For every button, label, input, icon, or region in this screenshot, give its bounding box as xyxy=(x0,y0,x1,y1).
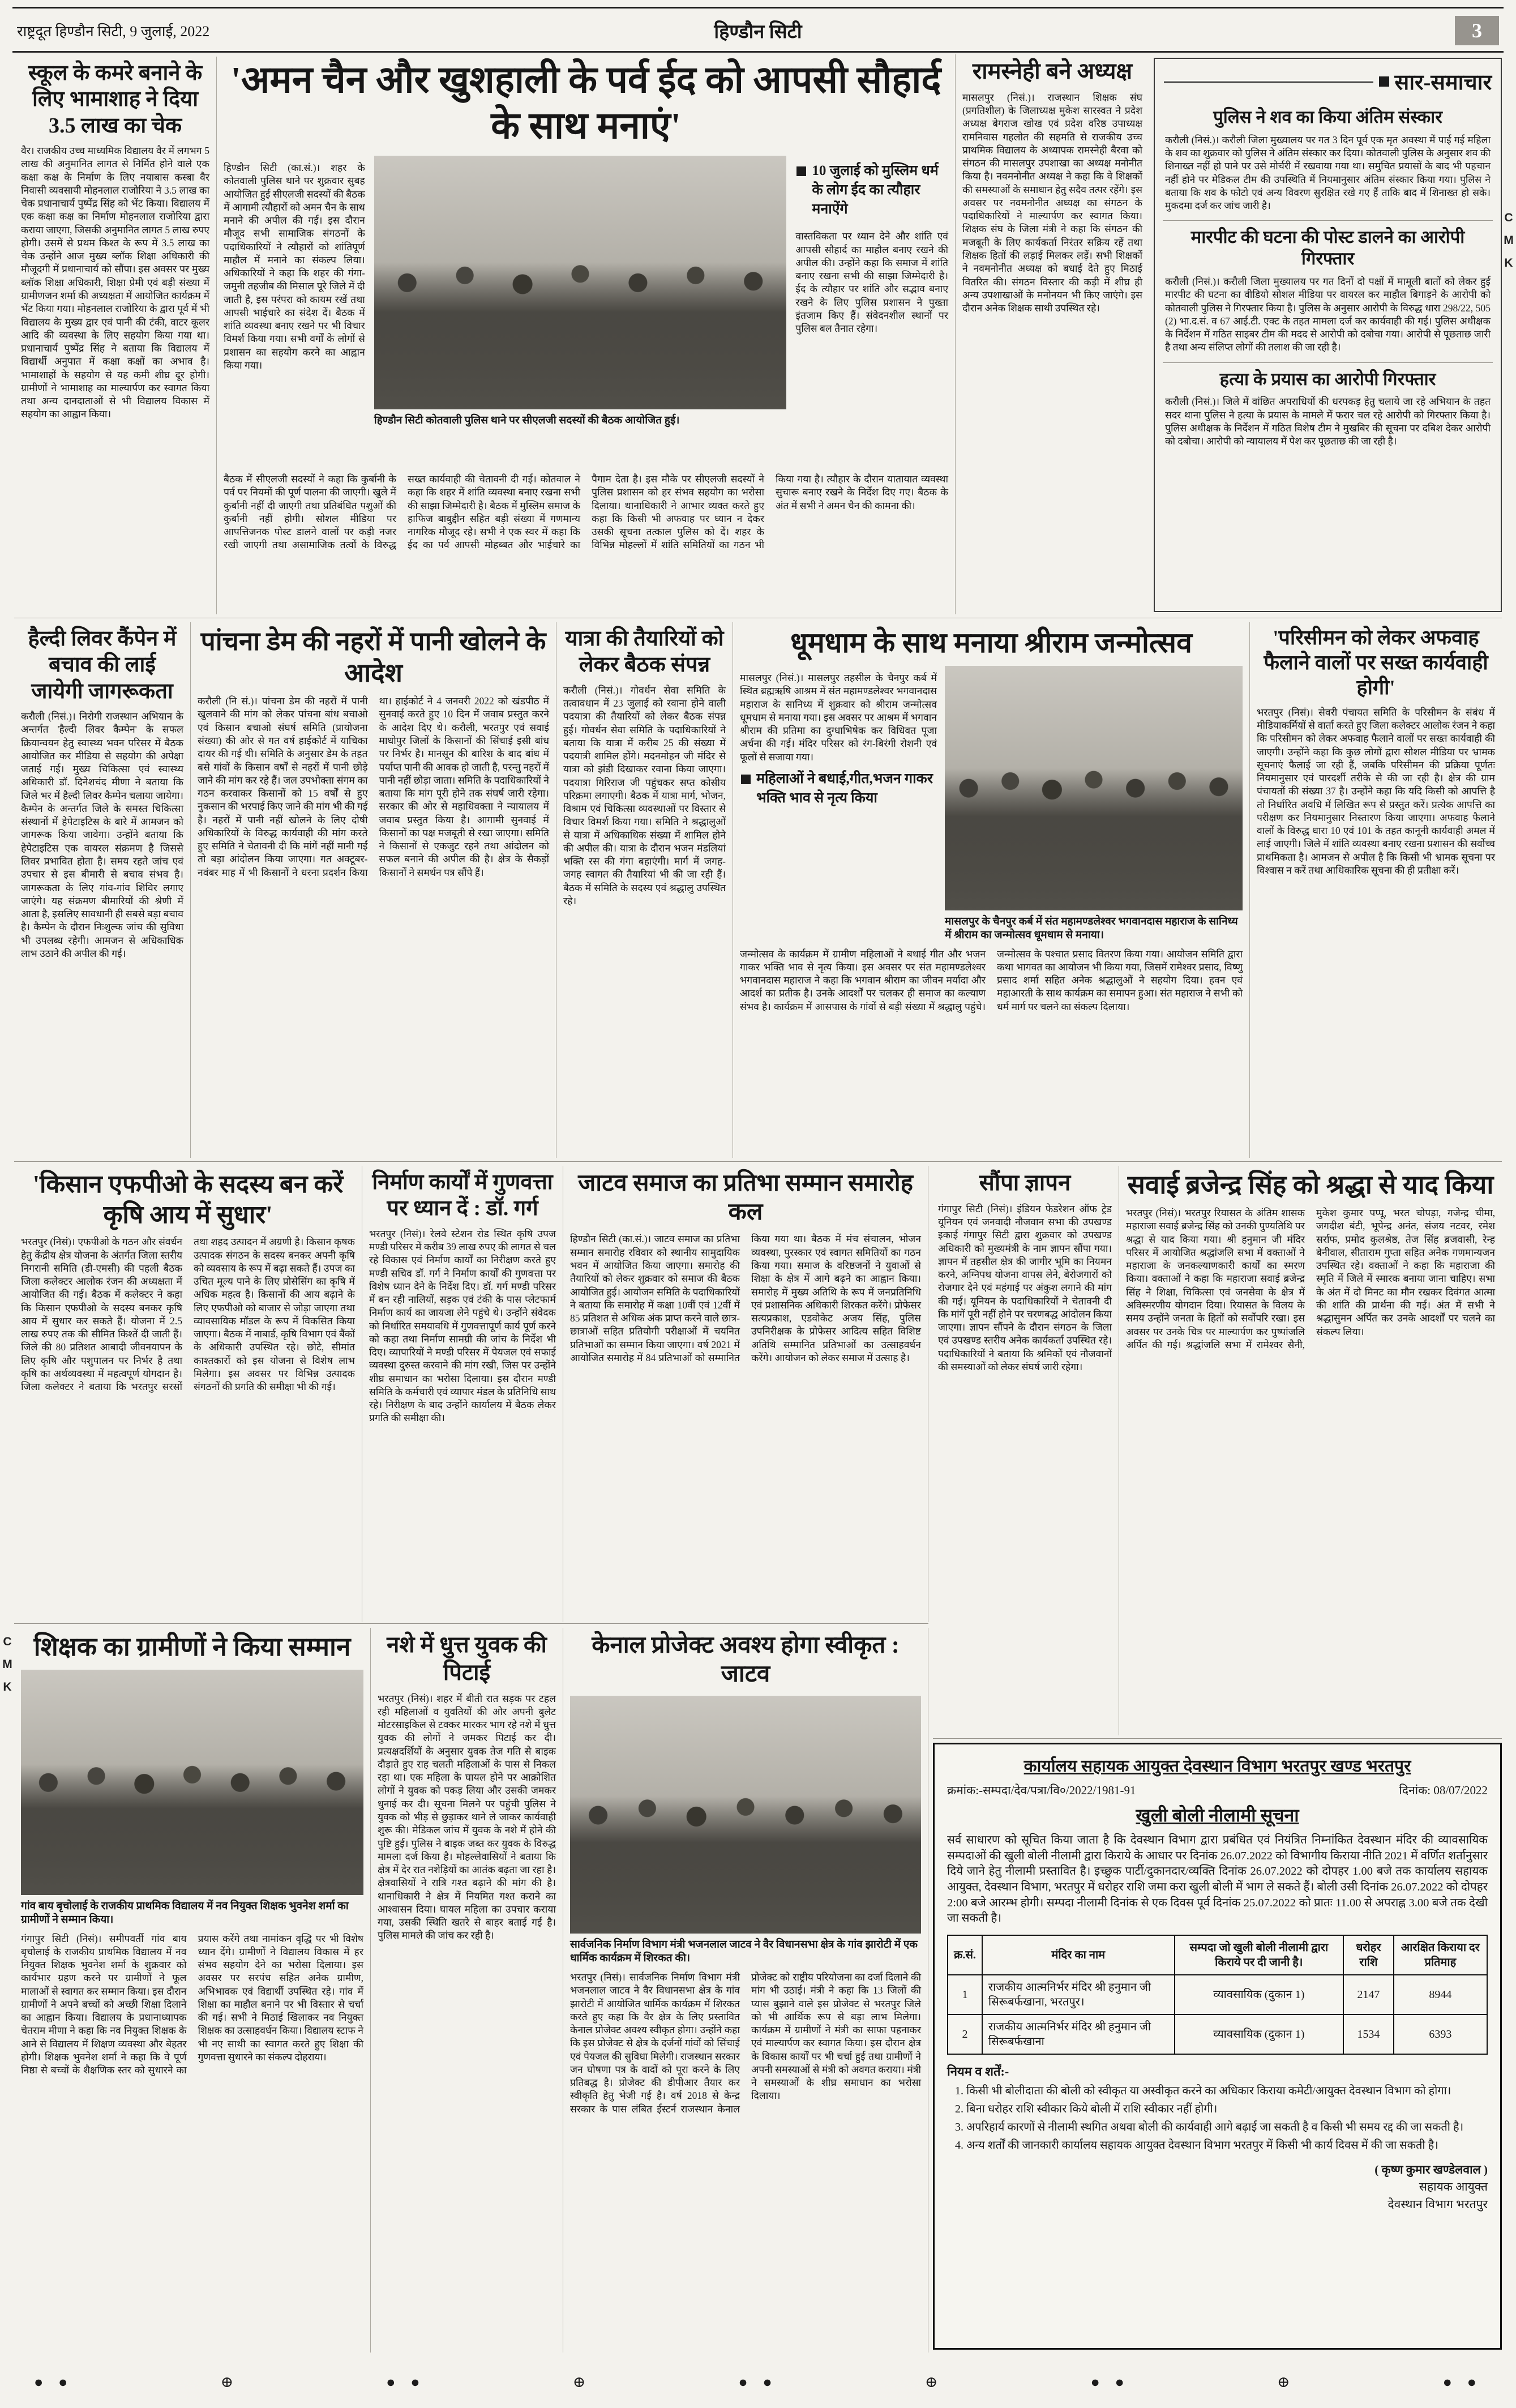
photo-caption: गांव बाय बृचोलाई के राजकीय प्राथमिक विद्यालय में नव नियुक्त शिक्षक भुवनेश शर्मा का ग्रामीणों ने सम्मान किया। xyxy=(21,1900,349,1926)
cell-serial: 2 xyxy=(948,2014,982,2054)
dot-marks: ● ● xyxy=(1090,2373,1130,2390)
masthead xyxy=(17,15,1499,46)
dot-marks: ● ● xyxy=(34,2373,74,2390)
col-deposit: धरोहर राशि xyxy=(1343,1935,1394,1975)
term-item: 4. अन्य शर्तों की जानकारी कार्यालय सहायक आयुक्त देवस्थान विभाग भरतपुर में किसी भी कार्य दिवस में की जा सकती है। xyxy=(966,2137,1488,2153)
brief-text: करौली (निसं.)। करौली जिला मुख्यालय पर गत 3 दिन पूर्व एक मृत अवस्था में पाई गई महिला के शव का शुक्रवार को पुलिस ने अंतिम संस्कार कर दिया। कोतवाली पुलिस के अनुसार शव की शिनाख्त नहीं हो पाने पर उसे मोर्चरी में रखवाया गया था। समुचित प्रयासों के बाद भी पहचान नहीं होने पर मेडिकल टीम की उपस्थिति में नियमानुसार अंतिम संस्कार किया गया। पुलिस ने बताया कि शव के फोटो एवं अन्य विवरण सुरक्षित रखे गए हैं ताकि बाद में शिनाख्त हो सके। मुकदमा दर्ज कर जांच जारी है। xyxy=(1165,134,1491,212)
row-divider xyxy=(933,1738,1502,1739)
target-mark-icon: ⊕ xyxy=(924,2373,944,2390)
article-sawai-brajendra xyxy=(1119,1166,1502,1735)
notice-subtitle: खुली बोली नीलामी सूचना xyxy=(1136,1805,1299,1825)
notice-body: सर्व साधारण को सूचित किया जाता है कि देवस्थान विभाग द्वारा प्रबंधित एवं नियंत्रित निम्नांकित देवस्थान मंदिर की व्यावसायिक सम्पदाओं की खुली बोली नीलामी द्वारा किराये के आधार पर दिनांक 26.07.2022 को विभागीय किराया नीति 2021 में वर्णित शर्तानुसार दिये जाने हेतु नीलामी प्रस्तावित है। इच्छुक पार्टी/दुकानदार/व्यक्ति दिनांक 26.07.2022 को दोपहर 1.00 बजे तक कार्यालय सहायक आयुक्त, देवस्थान विभाग, भरतपुर में धरोहर राशि जमा करा खुली बोली में भाग ले सकते हैं। बोली उसी दिनांक 26.07.2022 को दोपहर 2:00 बजे आरम्भ होगी। सम्पदा नीलामी दिनांक से एक दिवस पूर्व दिनांक 25.07.2022 को प्रातः 11.00 से अपराह्न 3.00 बजे तक देखी जा सकती है। xyxy=(947,1834,1488,1925)
headline: सौंपा ज्ञापन xyxy=(979,1170,1071,1195)
article-text: जन्मोत्सव के कार्यक्रम में ग्रामीण महिलाओं ने बधाई गीत और भजन गाकर भक्ति भाव से नृत्य किया। इस अवसर पर संत महामण्डलेश्वर भगवानदास महाराज ने कहा कि भगवान श्रीराम का जीवन मर्यादा और आदर्श का प्रतीक है। उनके आदर्शों पर चलकर ही समाज का कल्याण संभव है। कार्यक्रम में आसपास के गांवों से बड़ी संख्या में श्रद्धालु पहुंचे। जन्मोत्सव के पश्चात प्रसाद वितरण किया गया। आयोजन समिति द्वारा कथा भागवत का आयोजन भी किया गया, जिसमें रामेश्वर प्रसाद, विष्णु प्रसाद शर्मा सहित अनेक श्रद्धालुओं ने सहयोग दिया। हवन एवं महाआरती के साथ कार्यक्रम का समापन हुआ। संत महाराज ने सभी को धर्म मार्ग पर चलने का संकल्प दिलाया। xyxy=(740,948,1243,1012)
article-bhamashah-cheque xyxy=(14,57,217,614)
headline: पांचना डेम की नहरों में पानी खोलने के आदेश xyxy=(200,627,546,688)
headline: सवाई ब्रजेन्द्र सिंह को श्रद्धा से याद किया xyxy=(1127,1170,1494,1199)
headline: धूमधाम के साथ मनाया श्रीराम जन्मोत्सव xyxy=(790,627,1192,658)
terms-list xyxy=(966,2083,1488,2153)
cmk-print-mark xyxy=(1503,207,1514,275)
headline: हैल्दी लिवर कैंपेन में बचाव की लाई जायेगी जागरूकता xyxy=(28,627,177,703)
article-panchna-dam xyxy=(191,622,556,1158)
minister-photo xyxy=(570,1696,921,1934)
samman-photo xyxy=(21,1670,363,1895)
cell-reserved-rent: 6393 xyxy=(1394,2014,1487,2054)
article-text: करौली (नि सं.)। पांचना डेम की नहरों में पानी खुलवाने की मांग को लेकर पांचना बांध बचाओ एवं किसान बचाओ संघर्ष समिति (प्रायोजना संख्या) की ओर से गत वर्ष हाईकोर्ट में याचिका दायर की गई थी। समिति के अनुसार डेम के तहत बसे गांवों के किसान वर्षों से नहरों में पानी छोड़े जाने की मांग कर रहे हैं। जल उपभोक्ता संगम का गठन करवाकर किसानों को 15 वर्षों से हुए नुकसान की भरपाई किए जाने की मांग भी की गई है। नहरों में पानी नहीं खोलने के लिए दोषी अधिकारियों के विरुद्ध कार्यवाही की मांग करते हुए समिति ने चेतावनी दी कि मांगें नहीं मानी गईं तो बड़ा आंदोलन किया जाएगा। गत अक्टूबर-नवंबर माह में भी किसानों ने धरना प्रदर्शन किया था। हाईकोर्ट ने 4 जनवरी 2022 को खंडपीठ में सुनवाई करते हुए 10 दिन में जवाब प्रस्तुत करने के आदेश दिए थे। करौली, भरतपुर एवं सवाई माधोपुर जिलों के किसानों की सिंचाई इसी बांध पर निर्भर है। मानसून की बारिश के बाद बांध में पर्याप्त पानी की आवक हो जाती है, परन्तु नहरों में पानी नहीं छोड़ा जाता। समिति के पदाधिकारियों ने बताया कि मांग पूरी होने तक संघर्ष जारी रहेगा। सरकार की ओर से महाधिवक्ता ने न्यायालय में जवाब प्रस्तुत किया है। आगामी सुनवाई में किसानों का पक्ष मजबूती से रखा जाएगा। समिति ने किसानों से एकजुट रहने तथा आंदोलन को सफल बनाने की अपील की है। क्षेत्र के सैकड़ों किसानों ने समर्थन पत्र सौंपे हैं। xyxy=(198,695,549,878)
section-header xyxy=(1163,65,1493,101)
brief-text: करौली (निसं.)। करौली जिला मुख्यालय पर गत दिनों दो पक्षों में मामूली बातों को लेकर हुई मारपीट की घटना का वीडियो सोशल मीडिया पर वायरल कर माहौल बिगाड़ने के आरोपी को कोतवाली पुलिस ने गिरफ्तार किया है। पुलिस के अनुसार आरोपी के विरुद्ध धारा 298/22, 505 (2) भा.द.सं. व 67 आई.टी. एक्ट के तहत मामला दर्ज कर कार्यवाही की गई। पुलिस अधीक्षक के निर्देशन में गठित साइबर टीम की मदद से आरोपी को दबोचा गया। आरोपी से पूछताछ जारी है तथा अन्य संलिप्त लोगों की तलाश की जा रही है। xyxy=(1165,276,1491,353)
article-parisiman-warning xyxy=(1250,622,1502,1158)
square-bullet-icon xyxy=(1379,76,1389,87)
article-liver-campaign xyxy=(14,622,191,1158)
headline: रामस्नेही बने अध्यक्ष xyxy=(972,58,1133,84)
news-briefs-box xyxy=(1154,58,1502,612)
square-bullet-icon xyxy=(741,775,751,784)
article-text: गंगापुर सिटी (निसं)। इंडियन फेडरेशन ऑफ ट्रेड यूनियन एवं जनवादी नौजवान सभा की उपखण्ड इकाई गंगापुर सिटी द्वारा शुक्रवार को उपखण्ड अधिकारी को मुख्यमंत्री के नाम ज्ञापन सौंपा गया। ज्ञापन में तहसील क्षेत्र की जागीर भूमि का नियमन करने, अग्निपथ योजना वापस लेने, बेरोजगारों को रोजगार देने एवं महंगाई पर अंकुश लगाने की मांग की गई। यूनियन के पदाधिकारियों ने चेतावनी दी कि मांगें पूरी नहीं होने पर चरणबद्ध आंदोलन किया जाएगा। ज्ञापन सौंपने के दौरान संगठन के जिला एवं उपखण्ड स्तरीय अनेक कार्यकर्ता उपस्थित रहे। पदाधिकारियों ने बताया कि श्रमिकों एवं नौजवानों की समस्याओं को लेकर संघर्ष जारी रहेगा। xyxy=(938,1203,1112,1372)
news-brief xyxy=(1163,101,1493,220)
janmotsav-photo-figure xyxy=(945,666,1243,942)
term-item: 3. अपरिहार्य कारणों से नीलामी स्थगित अथवा बोली की कार्यवाही आगे बढ़ाई जा सकती है व किसी भी समय रद्द की जा सकती है। xyxy=(966,2119,1488,2135)
article-text: हिण्डौन सिटी (का.सं.)। शहर के कोतवाली पुलिस थाने पर शुक्रवार सुबह आयोजित हुई सीएलजी सदस्यों की बैठक में आगामी त्यौहारों को अमन चैन के साथ मनाने की अपील की गई। इस दौरान मौजूद सभी सामाजिक संगठनों के पदाधिकारियों ने त्यौहारों को शांतिपूर्ण माहौल में मनाने का संकल्प लिया। अधिकारियों ने कहा कि शहर की गंगा-जमुनी तहजीब की मिसाल पूरे जिले में दी जाती है, इस परंपरा को कायम रखें तथा आपसी भाईचारे का संदेश दें। बैठक में शांति व्यवस्था बनाए रखने पर भी विचार विमर्श किया गया। सभी वर्गों के लोगों से प्रशासन का सहयोग करने का आह्वान किया गया। xyxy=(224,162,365,371)
row-divider xyxy=(14,1161,1502,1162)
terms-title: नियम व शर्तें:- xyxy=(947,2064,1009,2079)
registration-marks-strip xyxy=(34,2373,1482,2391)
term-item: 2. बिना धरोहर राशि स्वीकार किये बोली में राशि स्वीकार नहीं होगी। xyxy=(966,2101,1488,2117)
cmk-letter: K xyxy=(3,1680,12,1693)
article-text: वास्तविकता पर ध्यान देने और शांति एवं आपसी सौहार्द का माहौल बनाए रखने की अपील की। उन्होंने कहा कि समाज में शांति बनाए रखना सभी की साझा जिम्मेदारी है। ईद के त्यौहार पर शांति और सद्भाव बनाए रखने के लिए पुलिस प्रशासन ने पुख्ता इंतजाम किए हैं। संवेदनशील स्थानों पर पुलिस बल तैनात रहेगा। xyxy=(795,230,948,335)
photo-caption: सार्वजनिक निर्माण विभाग मंत्री भजनलाल जाटव ने वैर विधानसभा क्षेत्र के गांव झारोटी में एक धार्मिक कार्यक्रम में शिरकत की। xyxy=(570,1939,918,1965)
article-yatra-meeting xyxy=(556,622,733,1158)
auction-notice-box xyxy=(933,1743,1502,2350)
signatory-name: ( कृष्ण कुमार खण्डेलवाल ) xyxy=(1374,2163,1488,2177)
cmk-letter: K xyxy=(1504,256,1513,270)
janmotsav-photo xyxy=(945,666,1243,910)
news-brief xyxy=(1163,362,1493,456)
article-text: करौली (निसं.)। निरोगी राजस्थान अभियान के अन्तर्गत 'हैल्दी लिवर कैम्पेन' के सफल क्रियान्वयन हेतु स्वास्थ्य भवन परिसर में बैठक आयोजित कर मीडिया से सहयोग की अपेक्षा जताई गई। मुख्य चिकित्सा एवं स्वास्थ्य अधिकारी डॉ. दिनेशचंद मीणा ने बताया कि जिले भर में हैल्दी लिवर कैम्पेन चलाया जायेगा। कैम्पेन के अन्तर्गत जिले के समस्त चिकित्सा संस्थानों में हेपेटाइटिस के बारे में आमजन को जागरूक किया जावेगा। उन्होंने बताया कि हेपेटाइटिस एक वायरल संक्रमण है जिससे लिवर प्रभावित होता है। समय रहते जांच एवं उपचार से इस बीमारी से बचाव संभव है। जागरूकता के लिए गांव-गांव शिविर लगाए जाएंगे। यह संक्रमण बीमारियों की श्रेणी में आता है, इसलिए सावधानी ही सबसे बड़ा बचाव है। कैम्पेन के दौरान निःशुल्क जांच की सुविधा भी उपलब्ध रहेगी। आमजन से अधिकाधिक लाभ उठाने की अपील की गई। xyxy=(21,711,183,959)
brief-headline: पुलिस ने शव का किया अंतिम संस्कार xyxy=(1213,107,1442,127)
table-row xyxy=(948,2014,1487,2054)
article-kenal-project xyxy=(563,1628,928,2353)
cell-property: व्यावसायिक (दुकान 1) xyxy=(1175,2014,1343,2054)
highlight-box xyxy=(740,764,937,814)
headline: निर्माण कार्यों में गुणवत्ता पर ध्यान दें : डॉ. गर्ग xyxy=(372,1170,553,1221)
notice-date: दिनांक: 08/07/2022 xyxy=(1399,1783,1488,1797)
notice-office-title: कार्यालय सहायक आयुक्त देवस्थान विभाग भरतपुर खण्ड भरतपुर xyxy=(1023,1757,1411,1776)
table-row xyxy=(948,1975,1487,2014)
auction-table xyxy=(947,1935,1488,2055)
cell-deposit: 1534 xyxy=(1343,2014,1394,2054)
highlight-text: महिलाओं ने बधाई,गीत,भजन गाकर भक्ति भाव से नृत्य किया xyxy=(756,771,933,806)
article-text: हिण्डौन सिटी (का.सं.)। जाटव समाज का प्रतिभा सम्मान समारोह रविवार को स्थानीय सामुदायिक भवन में आयोजित किया जाएगा। समारोह की तैयारियों को लेकर शुक्रवार को समाज की बैठक आयोजित हुई। आयोजन समिति के पदाधिकारियों ने बताया कि समारोह में कक्षा 10वीं एवं 12वीं में 85 प्रतिशत से अधिक अंक प्राप्त करने वाले छात्र-छात्राओं सहित प्रतियोगी परीक्षाओं में चयनित प्रतिभाओं का सम्मान किया जाएगा। वर्ष 2021 में आयोजित समारोह में 84 प्रतिभाओं को सम्मानित किया गया था। बैठक में मंच संचालन, भोजन व्यवस्था, पुरस्कार एवं स्वागत समितियों का गठन किया गया। समाज के वरिष्ठजनों ने युवाओं से शिक्षा के क्षेत्र में आगे बढ़ने का आह्वान किया। समारोह में मुख्य अतिथि के रूप में जनप्रतिनिधि एवं प्रशासनिक अधिकारी शिरकत करेंगे। प्रोफेसर सत्यप्रकाश, एडवोकेट अजय सिंह, पुलिस उपनिरीक्षक के प्रोफेसर आदित्य सहित विशिष्ट अतिथि सम्मानित प्रतिभाओं का उत्साहवर्धन करेंगे। आयोजन को लेकर समाज में उत्साह है। xyxy=(570,1233,921,1363)
cmk-print-mark xyxy=(2,1631,13,1699)
article-text: भरतपुर (निसं)। सार्वजनिक निर्माण विभाग मंत्री भजनलाल जाटव ने वैर विधानसभा क्षेत्र के गांव झारोटी में आयोजित धार्मिक कार्यक्रम में शिरकत करते हुए कहा कि वैर क्षेत्र के लिए प्रस्तावित केनाल प्रोजेक्ट अवश्य स्वीकृत होगा। उन्होंने कहा कि इस प्रोजेक्ट से क्षेत्र के दर्जनों गांवों को सिंचाई एवं पेयजल की सुविधा मिलेगी। राजस्थान सरकार जन घोषणा पत्र के वादों को पूरा करने के लिए प्रतिबद्ध है। प्रोजेक्ट की डीपीआर तैयार कर स्वीकृति हेतु भेजी गई है। वर्ष 2018 से केन्द्र सरकार के पास लंबित ईस्टर्न राजस्थान केनाल प्रोजेक्ट को राष्ट्रीय परियोजना का दर्जा दिलाने की मांग भी उठाई। मंत्री ने कहा कि 13 जिलों की प्यास बुझाने वाले इस प्रोजेक्ट से भरतपुर जिले को भी आर्थिक रूप से बड़ा लाभ मिलेगा। कार्यक्रम में ग्रामीणों ने मंत्री का साफा पहनाकर एवं माल्यार्पण कर स्वागत किया। इस दौरान क्षेत्र के विकास कार्यों पर भी चर्चा हुई तथा ग्रामीणों ने अपनी समस्याओं से मंत्री को अवगत कराया। मंत्री ने समस्याओं के शीघ्र समाधान का भरोसा दिलाया। xyxy=(570,1971,921,2115)
article-text: मासलपुर (निसं.)। राजस्थान शिक्षक संघ (प्रगतिशील) के जिलाध्यक्ष मुकेश सारस्वत ने प्रदेश अध्यक्ष बेगराज खोख एवं प्रदेश वरिष्ठ उपाध्यक्ष रामनिवास गहलोत की सहमति से राजकीय उच्च प्राथमिक विद्यालय के अध्यापक रामस्नेही बैरवा को संगठन की मासलपुर उपशाखा का अध्यक्ष मनोनीत किया है। नवमनोनीत अध्यक्ष ने कहा कि वे शिक्षकों की समस्याओं के समाधान हेतु सदैव तत्पर रहेंगे। इस अवसर पर नवमनोनीत अध्यक्ष का संगठन के पदाधिकारियों ने माल्यार्पण कर स्वागत किया। शिक्षक संघ के जिला मंत्री ने कहा कि संगठन की मजबूती के लिए कार्यकर्ता निरंतर सक्रिय रहें तथा शिक्षक हितों की लड़ाई मिलकर लड़ें। सभी शिक्षकों ने नवमनोनीत अध्यक्ष को बधाई देते हुए मिठाई वितरित की। संगठन विस्तार की कड़ी में शीघ्र ही अन्य उपशाखाओं के मनोनयन भी किए जाएंगे। इस दौरान अनेक शिक्षक साथी उपस्थित रहे। xyxy=(962,91,1142,314)
article-ramsnehi xyxy=(956,54,1149,614)
brief-headline: मारपीट की घटना की पोस्ट डालने का आरोपी गिरफ्तार xyxy=(1190,227,1465,269)
article-jatav-samman xyxy=(563,1166,928,1622)
article-text: भरतपुर (निसं)। एफपीओ के गठन और संवर्धन हेतु केंद्रीय क्षेत्र योजना के अंतर्गत जिला स्तरीय निगरानी समिति (डी-एमसी) की पहली बैठक जिला कलेक्टर आलोक रंजन की अध्यक्षता में आयोजित की गई। बैठक में कलेक्टर ने कहा कि किसान एफपीओ के सदस्य बनकर कृषि आय में सुधार कर सकते हैं। योजना में 2.5 लाख रुपए तक की सीमित किश्तें दी जाती हैं। जिले की 80 प्रतिशत आबादी जीवनयापन के लिए कृषि और पशुपालन पर निर्भर है तथा कृषि का अर्थव्यवस्था में महत्वपूर्ण योगदान है। जिला कलेक्टर ने बताया कि भरतपुर सरसों तथा शहद उत्पादन में अग्रणी है। किसान कृषक उत्पादक संगठन के सदस्य बनकर अपनी कृषि को व्यवसाय के रूप में बढ़ा सकते हैं। उपज का उचित मूल्य पाने के लिए प्रोसेसिंग का कृषि में अधिक महत्व है। किसानों की आय बढ़ाने के लिए एफपीओ को बाजार से जोड़ा जाएगा तथा व्यावसायिक मॉडल के रूप में विकसित किया जाएगा। बैठक में नाबार्ड, कृषि विभाग एवं बैंकों के अधिकारी उपस्थित रहे। छोटे, सीमांत काश्तकारों को इस योजना से विशेष लाभ मिलेगा। इस अवसर पर विभिन्न उत्पादक संगठनों की प्रगति की समीक्षा भी की गई। xyxy=(21,1236,355,1393)
table-header-row xyxy=(948,1935,1487,1975)
notice-ref-number: क्रमांक:-सम्पदा/देव/पत्रा/वि०/2022/1981-91 xyxy=(947,1783,1136,1797)
article-text: भरतपुर (निसं)। भरतपुर रियासत के अंतिम शासक महाराजा सवाई ब्रजेन्द्र सिंह को उनकी पुण्यतिथि पर श्रद्धा से याद किया गया। श्री हनुमान जी मंदिर परिसर में आयोजित श्रद्धांजलि सभा में वक्ताओं ने महाराजा के जनकल्याणकारी कार्यों का स्मरण किया। वक्ताओं ने कहा कि महाराजा सवाई ब्रजेन्द्र सिंह ने शिक्षा, चिकित्सा एवं जनसेवा के क्षेत्र में अविस्मरणीय योगदान दिया। रियासत के विलय के समय उन्होंने जनता के हितों को सर्वोपरि रखा। इस अवसर पर उनके चित्र पर माल्यार्पण कर पुष्पांजलि अर्पित की गई। श्रद्धांजलि सभा में रामेश्वर सैनी, मुकेश कुमार पप्पू, भरत चोपड़ा, गजेन्द्र चीमा, जगदीश बंटी, भूपेन्द्र अनंत, संजय नटवर, रमेश सर्राफ, प्रमोद कुलश्रेष्ठ, तेज सिंह ब्रजवासी, रेन्ह बेनीवाल, सीताराम गुप्ता सहित अनेक गणमान्यजन उपस्थित रहे। वक्ताओं ने कहा कि महाराजा की स्मृति में जिले में स्मारक बनाया जाना चाहिए। सभा के अंत में दो मिनट का मौन रखकर दिवंगत आत्मा की शांति की प्रार्थना की गई। अंत में सभी ने श्रद्धासुमन अर्पित कर उनके आदर्शों पर चलने का संकल्प लिया। xyxy=(1126,1207,1495,1350)
row-divider xyxy=(14,1623,928,1624)
signatory-designation: सहायक आयुक्त xyxy=(1419,2180,1488,2194)
meeting-photo xyxy=(374,156,787,409)
article-saunpa-gyapan xyxy=(931,1166,1119,1735)
article-shriram-janmotsav xyxy=(733,622,1250,1158)
article-text: गंगापुर सिटी (निसं)। समीपवर्ती गांव बाय बृचोलाई के राजकीय प्राथमिक विद्यालय में नव नियुक्त शिक्षक भुवनेश शर्मा के शुक्रवार को कार्यभार ग्रहण करने पर ग्रामीणों ने फूल मालाओं से स्वागत कर सम्मान किया। इस दौरान ग्रामीणों ने अपने बच्चों को अच्छी शिक्षा दिलाने का आह्वान किया। विद्यालय के प्रधानाध्यापक चेतराम मीणा ने कहा कि नव नियुक्त शिक्षक के आने से विद्यालय में शिक्षण व्यवस्था और बेहतर होगी। शिक्षक भुवनेश शर्मा ने कहा कि वे पूर्ण निष्ठा से बच्चों के शैक्षणिक स्तर को सुधारने का प्रयास करेंगे तथा नामांकन वृद्धि पर भी विशेष ध्यान देंगे। ग्रामीणों ने विद्यालय विकास में हर संभव सहयोग देने का भरोसा दिलाया। इस अवसर पर सरपंच सहित अनेक ग्रामीण, अभिभावक एवं विद्यार्थी उपस्थित रहे। गांव में शिक्षा का माहौल बनाने पर भी विस्तार से चर्चा की गई। सभी ने मिठाई खिलाकर नव नियुक्त शिक्षक का उत्साहवर्धन किया। विद्यालय स्टाफ ने भी नए साथी का स्वागत करते हुए शिक्षा की गुणवत्ता सुधारने का संकल्प दोहराया। xyxy=(21,1932,363,2076)
cmk-letter: M xyxy=(2,1658,12,1671)
headline: नशे में धुत्त युवक की पिटाई xyxy=(387,1632,547,1685)
top-rule xyxy=(12,7,1504,8)
headline: 'परिसीमन को लेकर अफवाह फैलाने वालों पर सख्त कार्यवाही होगी' xyxy=(1264,626,1488,699)
article-shikshak-samman xyxy=(14,1628,371,2353)
section-title: सार-समाचार xyxy=(1394,71,1492,95)
cmk-letter: M xyxy=(1504,234,1514,247)
minister-photo-figure xyxy=(570,1696,921,1965)
article-text: करौली (निसं.)। गोवर्धन सेवा समिति के तत्वावधान में 23 जुलाई को रवाना होने वाली पदयात्रा की तैयारियों को लेकर बैठक संपन्न हुई। गोवर्धन सेवा समिति के पदाधिकारियों ने बताया कि यात्रा में करीब 25 की संख्या में पदयात्री शामिल होंगे। मदनमोहन जी मंदिर से यात्रा को झंडी दिखाकर रवाना किया जाएगा। पदयात्रा गिरिराज जी पहुंचकर सप्त कोसीय परिक्रमा लगाएगी। बैठक में यात्रा मार्ग, भोजन, विश्राम एवं चिकित्सा व्यवस्थाओं पर विस्तार से विचार विमर्श किया गया। समिति ने श्रद्धालुओं से यात्रा में अधिकाधिक संख्या में शामिल होने की अपील की। यात्रा के दौरान भजन मंडलियां भक्ति रस की गंगा बहाएंगी। मार्ग में जगह-जगह स्वागत की तैयारियां भी की जा रही हैं। बैठक में समिति के सदस्य एवं श्रद्धालु उपस्थित रहे। xyxy=(563,684,726,906)
article-kisan-fpo xyxy=(14,1166,362,1622)
photo-caption: हिण्डौन सिटी कोतवाली पुलिस थाने पर सीएलजी सदस्यों की बैठक आयोजित हुई। xyxy=(374,414,680,427)
signatory-department: देवस्थान विभाग भरतपुर xyxy=(1387,2197,1488,2211)
cell-temple-name: राजकीय आत्मनिर्भर मंदिर श्री हनुमान जी सिरूबर्फखाना xyxy=(982,2014,1175,2054)
section-rule xyxy=(1164,81,1373,83)
meeting-photo-figure xyxy=(374,156,787,466)
cell-reserved-rent: 8944 xyxy=(1394,1975,1487,2014)
article-text: मासलपुर (निसं.)। मासलपुर तहसील के चैनपुर कर्ब में स्थित ब्रह्मऋषि आश्रम में संत महामण्डलेश्वर भगवानदास महाराज के सानिध्य में शुक्रवार को श्रीराम जन्मोत्सव धूमधाम से मनाया गया। इस अवसर पर आश्रम में भगवान श्रीराम की प्रतिमा का दुग्धाभिषेक कर विधिवत पूजा अर्चना की गई। मंदिर परिसर को रंग-बिरंगी रोशनी एवं फूलों से सजाया गया। xyxy=(740,672,937,763)
dot-marks: ● ● xyxy=(386,2373,426,2390)
page-number: 3 xyxy=(1455,16,1499,45)
dot-marks: ● ● xyxy=(1442,2373,1482,2390)
article-text: भरतपुर (निसं)। रेलवे स्टेशन रोड स्थित कृषि उपज मण्डी परिसर में करीब 39 लाख रुपए की लागत से चल रहे विकास एवं निर्माण कार्यों का निरीक्षण करते हुए मण्डी सचिव डॉ. गर्ग ने निर्माण कार्यों की गुणवत्ता पर विशेष ध्यान देने के निर्देश दिए। डॉ. गर्ग मण्डी परिसर में बन रही नालियों, सड़क एवं टंकी के पास प्लेटफार्म निर्माण कार्य का जायजा लेने पहुंचे थे। उन्होंने संवेदक को निर्धारित समयावधि में गुणवत्तापूर्ण कार्य पूर्ण करने को कहा तथा निर्माण सामग्री की जांच के निर्देश भी दिए। व्यापारियों ने मण्डी परिसर में पेयजल एवं सफाई व्यवस्था दुरुस्त करवाने की मांग रखी, जिस पर उन्होंने शीघ्र समाधान का भरोसा दिलाया। इस दौरान मण्डी समिति के कर्मचारी एवं व्यापार मंडल के प्रतिनिधि साथ रहे। निरीक्षण के बाद उन्होंने कार्यालय में बैठक लेकर प्रगति की समीक्षा की। xyxy=(369,1227,556,1424)
article-text: बैठक में सीएलजी सदस्यों ने कहा कि कुर्बानी के पर्व पर नियमों की पूर्ण पालना की जाएगी। खुले में कुर्बानी नहीं दी जाएगी तथा प्रतिबंधित पशुओं की कुर्बानी नहीं होगी। सोशल मीडिया पर आपत्तिजनक पोस्ट डालने वालों पर कड़ी नजर रखी जाएगी तथा असामाजिक तत्वों के विरुद्ध सख्त कार्यवाही की चेतावनी दी गई। कोतवाल ने कहा कि शहर में शांति व्यवस्था बनाए रखना सभी की साझा जिम्मेदारी है। बैठक में मुस्लिम समाज के हाफिज बाबुद्दीन सहित बड़ी संख्या में गणमान्य नागरिक मौजूद रहे। सभी ने एक स्वर में कहा कि ईद का पर्व आपसी मोहब्बत और भाईचारे का पैगाम देता है। इस मौके पर सीएलजी सदस्यों ने पुलिस प्रशासन को हर संभव सहयोग का भरोसा दिलाया। थानाधिकारी ने आभार व्यक्त करते हुए कहा कि किसी भी अफवाह पर ध्यान न देकर उसकी सूचना तत्काल पुलिस को दें। शहर के विभिन्न मोहल्लों में शांति समितियों का गठन भी किया गया है। त्यौहार के दौरान यातायात व्यवस्था सुचारू बनाए रखने के निर्देश दिए गए। बैठक के अंत में सभी ने अमन चैन की कामना की। xyxy=(224,473,948,551)
headline: 'किसान एफपीओ के सदस्य बन करें कृषि आय में सुधार' xyxy=(32,1170,344,1229)
headline: 'अमन चैन और खुशहाली के पर्व ईद को आपसी सौहार्द के साथ मनाएं' xyxy=(230,59,941,147)
cmk-letter: C xyxy=(3,1635,12,1648)
dot-marks: ● ● xyxy=(738,2373,778,2390)
col-reserved-rent: आरक्षित किराया दर प्रतिमाह xyxy=(1394,1935,1487,1975)
article-text: भरतपुर (निसं)। शहर में बीती रात सड़क पर टहल रही महिलाओं व युवतियों की ओर अपनी बुलेट मोटरसाइकिल से टक्कर मारकर भाग रहे नशे में धुत्त युवक की लोगों ने जमकर पिटाई कर दी। प्रत्यक्षदर्शियों के अनुसार युवक तेज गति से बाइक दौड़ाते हुए राह चलती महिलाओं के पास से निकल रहा था। एक महिला के घायल होने पर आक्रोशित लोगों ने युवक को पकड़ लिया और उसकी जमकर धुनाई कर दी। सूचना मिलने पर पहुंची पुलिस ने युवक को भीड़ से छुड़ाकर थाने ले जाकर कार्यवाही शुरू की। मेडिकल जांच में युवक के नशे में होने की पुष्टि हुई। पुलिस ने बाइक जब्त कर युवक के विरुद्ध मामला दर्ज किया है। मोहल्लेवासियों ने बताया कि क्षेत्र में देर रात नशेड़ियों का आतंक बढ़ता जा रहा है। क्षेत्रवासियों ने रात्रि गश्त बढ़ाने की मांग की है। थानाधिकारी ने क्षेत्र में नियमित गश्त कराने का आश्वासन दिया। घायल महिला का उपचार कराया गया, उसकी स्थिति खतरे से बाहर बताई गई है। पुलिस मामले की जांच कर रही है। xyxy=(378,1692,556,1941)
headline: केनाल प्रोजेक्ट अवश्य होगा स्वीकृत : जाटव xyxy=(592,1632,900,1688)
headline: शिक्षक का ग्रामीणों ने किया सम्मान xyxy=(33,1632,351,1661)
highlight-text: 10 जुलाई को मुस्लिम धर्म के लोग ईद का त्यौहार मनाऐंगे xyxy=(812,163,939,217)
article-nirman-quality xyxy=(362,1166,563,1622)
headline: जाटव समाज का प्रतिभा सम्मान समारोह कल xyxy=(578,1170,913,1226)
article-eid-appeal xyxy=(217,54,956,614)
highlight-box xyxy=(795,156,948,224)
col-serial: क्र.सं. xyxy=(948,1935,982,1975)
target-mark-icon: ⊕ xyxy=(1277,2373,1296,2390)
masthead-rule xyxy=(12,51,1504,53)
cell-temple-name: राजकीय आत्मनिर्भर मंदिर श्री हनुमान जी सिरूबर्फखाना, भरतपुर। xyxy=(982,1975,1175,2014)
target-mark-icon: ⊕ xyxy=(572,2373,592,2390)
square-bullet-icon xyxy=(796,166,806,176)
samman-photo-figure xyxy=(21,1670,363,1927)
headline: यात्रा की तैयारियों को लेकर बैठक संपन्न xyxy=(565,627,724,677)
brief-text: करौली (निसं.)। जिले में वांछित अपराधियों की धरपकड़ हेतु चलाये जा रहे अभियान के तहत सदर थाना पुलिस ने हत्या के प्रयास के मामले में फरार चल रहे आरोपी को गिरफ्तार किया है। पुलिस अधीक्षक के निर्देशन में गठित विशेष टीम ने मुखबिर की सूचना पर दबिश देकर आरोपी को दबोचा। आरोपी को न्यायालय में पेश कर पूछताछ की जा रही है। xyxy=(1165,396,1491,447)
brief-headline: हत्या के प्रयास का आरोपी गिरफ्तार xyxy=(1219,369,1436,389)
edition-date: राष्ट्रदूत हिण्डौन सिटी, 9 जुलाई, 2022 xyxy=(17,23,210,40)
article-nashe-pitai xyxy=(371,1628,563,2353)
cell-deposit: 2147 xyxy=(1343,1975,1394,2014)
photo-caption: मासलपुर के चैनपुर कर्ब में संत महामण्डलेश्वर भगवानदास महाराज के सानिध्य में श्रीराम का जन्मोत्सव धूमधाम से मनाया। xyxy=(945,916,1238,941)
col-temple-name: मंदिर का नाम xyxy=(982,1935,1175,1975)
col-property: सम्पदा जो खुली बोली नीलामी द्वारा किराये पर दी जानी है। xyxy=(1175,1935,1343,1975)
target-mark-icon: ⊕ xyxy=(220,2373,239,2390)
cmk-letter: C xyxy=(1504,211,1513,224)
article-text: वैर। राजकीय उच्च माध्यमिक विद्यालय वैर में लगभग 5 लाख की अनुमानित लागत से निर्मित होने वाले एक कक्षा कक्ष के निर्माण के लिए नयाबास कस्बा वैर निवासी व्यवसायी मोहनलाल राजोरिया ने 3.5 लाख का चेक प्रधानाचार्य पुष्पेंद्र सिंह को भेंट किया। विद्यालय में एक कक्षा कक्ष का निर्माण मोहनलाल राजोरिया द्वारा कराया जाएगा, जिसकी अनुमानित लागत 5 लाख रुपए होगी। उसमें से प्रथम किश्त के रूप में 3.5 लाख का चेक उन्होंने आज मुख्य ब्लॉक शिक्षा अधिकारी की मौजूदगी में प्रधानाचार्य को सौंपा। इस अवसर पर मुख्य ब्लॉक शिक्षा अधिकारी, शिक्षा प्रेमी एवं बड़ी संख्या में ग्रामीणजन शर्मा की अध्यक्षता में आयोजित कार्यक्रम में भेंट किया गया। मोहनलाल राजोरिया के द्वारा पूर्व में भी विद्यालय के मुख्य द्वार एवं पानी की टंकी, वाटर कूलर आदि की व्यवस्था के लिए सहयोग किया गया था। प्रधानाचार्य पुष्पेंद्र सिंह ने बताया कि विद्यालय में विद्यार्थी अनुपात में कक्षा कक्षों का अभाव है। भामाशाहों के सहयोग से यह कमी शीघ्र दूर होगी। ग्रामीणों ने भामाशाह का माल्यार्पण कर स्वागत किया तथा अन्य दानदाताओं से भी विद्यालय विकास में सहयोग का आह्वान किया। xyxy=(21,145,209,420)
term-item: 1. किसी भी बोलीदाता की बोली को स्वीकृत या अस्वीकृत करने का अधिकार किराया कमेटी/आयुक्त देवस्थान विभाग को होगा। xyxy=(966,2083,1488,2099)
cell-property: व्यावसायिक (दुकान 1) xyxy=(1175,1975,1343,2014)
edition-title: हिण्डौन सिटी xyxy=(714,22,802,42)
signature-block xyxy=(947,2161,1488,2213)
cell-serial: 1 xyxy=(948,1975,982,2014)
article-text: भरतपुर (निसं)। सेवरी पंचायत समिति के परिसीमन के संबंध में मीडियाकर्मियों से वार्ता करते हुए जिला कलेक्टर आलोक रंजन ने कहा कि परिसीमन को लेकर अफवाह फैलाने वालों पर सख्त कार्यवाही की जाएगी। उन्होंने कहा कि कुछ लोगों द्वारा सोशल मीडिया पर भ्रामक सूचनाएं फैलाई जा रही हैं, जबकि परिसीमन की प्रक्रिया पूर्णतः नियमानुसार एवं पारदर्शी तरीके से की जा रही है। क्षेत्र की ग्राम पंचायतों की संख्या 37 है। उन्होंने कहा कि यदि किसी को आपत्ति है तो निर्धारित अवधि में लिखित रूप से प्रस्तुत करें। प्रत्येक आपत्ति का परीक्षण कर नियमानुसार निस्तारण किया जाएगा। अफवाह फैलाने वालों के विरुद्ध धारा 10 एवं 101 के तहत कानूनी कार्यवाही अमल में लाई जाएगी। जिले में शांति व्यवस्था बनाए रखना प्रशासन की सर्वोच्च प्राथमिकता है। आमजन से अपील है कि किसी भी भ्रामक सूचना पर विश्वास न करें तथा आधिकारिक सूचना की ही प्रतीक्षा करें। xyxy=(1257,706,1495,876)
news-brief xyxy=(1163,220,1493,362)
headline: स्कूल के कमरे बनाने के लिए भामाशाह ने दिया 3.5 लाख का चेक xyxy=(28,61,203,138)
